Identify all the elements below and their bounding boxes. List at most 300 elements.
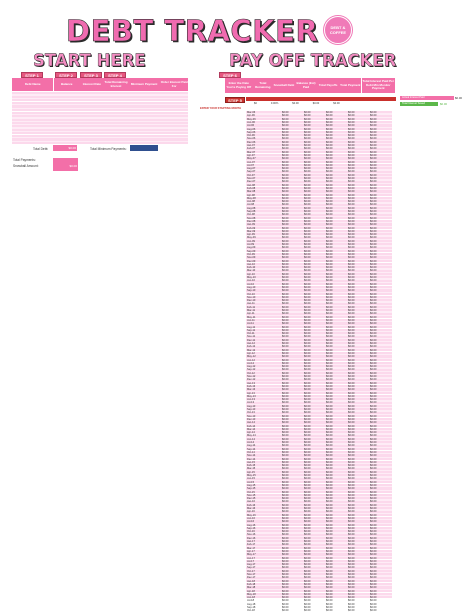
payoff-row-value: $0.00 xyxy=(282,384,289,388)
payoff-row-value: $0.00 xyxy=(370,236,377,240)
payoff-row-date: Apr-06 xyxy=(247,114,255,118)
payoff-row-value: $0.00 xyxy=(326,186,333,190)
payoff-row-value: $0.00 xyxy=(282,530,289,534)
payoff-row-date: Sep-14 xyxy=(247,447,256,451)
payoff-row-value: $0.00 xyxy=(348,186,355,190)
payoff-row-value: $0.00 xyxy=(282,421,289,425)
payoff-row-value: $0.00 xyxy=(370,454,377,458)
payoff-row-value: $0.00 xyxy=(304,200,311,204)
payoff-row-value: $0.00 xyxy=(326,371,333,375)
step-6-badge: STEP 6 xyxy=(219,72,241,78)
payoff-row-value: $0.00 xyxy=(282,114,289,118)
payoff-header-remaining: Total Remaining xyxy=(253,78,273,93)
payoff-row-date: Dec-16 xyxy=(247,536,256,540)
payoff-row-date: Aug-18 xyxy=(247,602,256,606)
payoff-row-value: $0.00 xyxy=(282,137,289,141)
payoff-row-value: $0.00 xyxy=(348,573,355,576)
payoff-row-value: $0.00 xyxy=(326,163,333,167)
payoff-row-value: $0.00 xyxy=(326,249,333,253)
payoff-row-value: $0.00 xyxy=(348,292,355,296)
payoff-row-value: $0.00 xyxy=(304,130,311,134)
payoff-row-value: $0.00 xyxy=(348,497,355,501)
payoff-row-value: $0.00 xyxy=(370,345,377,349)
payoff-row-value: $0.00 xyxy=(282,223,289,227)
payoff-row-value: $0.00 xyxy=(348,114,355,118)
rate-row-cell: 0.00% xyxy=(270,102,279,105)
payoff-row-date: Dec-11 xyxy=(247,338,256,342)
payoff-row-value: $0.00 xyxy=(348,325,355,329)
payoff-row-value: $0.00 xyxy=(348,404,355,408)
payoff-row-value: $0.00 xyxy=(348,530,355,534)
logo-badge: DEBT & COFFEE xyxy=(324,16,352,44)
payoff-row-value: $0.00 xyxy=(370,480,377,484)
payoff-row-value: $0.00 xyxy=(326,355,333,359)
payoff-row-date: Sep-11 xyxy=(247,328,256,332)
payoff-row-value: $0.00 xyxy=(370,606,377,609)
payoff-row-value: $0.00 xyxy=(348,586,355,590)
payoff-row-value: $0.00 xyxy=(326,190,333,194)
payoff-row-value: $0.00 xyxy=(304,299,311,303)
payoff-row-value: $0.00 xyxy=(326,454,333,458)
payoff-row[interactable] xyxy=(246,609,392,612)
payoff-row-date: Nov-10 xyxy=(247,295,256,299)
payoff-row-value: $0.00 xyxy=(348,170,355,174)
payoff-row-date: Oct-12 xyxy=(247,371,255,375)
payoff-row-value: $0.00 xyxy=(304,444,311,448)
payoff-row-value: $0.00 xyxy=(348,137,355,141)
payoff-row-value: $0.00 xyxy=(304,203,311,207)
payoff-row-value: $0.00 xyxy=(304,427,311,431)
payoff-row-value: $0.00 xyxy=(370,282,377,286)
payoff-row-value: $0.00 xyxy=(370,533,377,537)
rate-row-cell: $0.00 xyxy=(292,102,299,105)
payoff-row-value: $0.00 xyxy=(326,309,333,312)
payoff-row-value: $0.00 xyxy=(326,276,333,279)
payoff-row-value: $0.00 xyxy=(348,338,355,342)
payoff-row-value: $0.00 xyxy=(326,111,333,114)
payoff-row-value: $0.00 xyxy=(326,210,333,213)
payoff-row-value: $0.00 xyxy=(348,563,355,567)
payoff-row-value: $0.00 xyxy=(326,365,333,369)
payoff-row-value: $0.00 xyxy=(304,411,311,415)
payoff-row-value: $0.00 xyxy=(348,348,355,352)
payoff-row-date: Apr-11 xyxy=(247,312,255,316)
payoff-row-value: $0.00 xyxy=(370,120,377,124)
header-minimum-payment: Minimum Payment xyxy=(128,78,160,91)
payoff-row-value: $0.00 xyxy=(326,464,333,468)
payoff-row-value: $0.00 xyxy=(370,408,377,411)
payoff-row-value: $0.00 xyxy=(326,203,333,207)
payoff-row-value: $0.00 xyxy=(348,163,355,167)
payoff-row-value: $0.00 xyxy=(348,480,355,484)
payoff-row-value: $0.00 xyxy=(304,163,311,167)
payoff-row-value: $0.00 xyxy=(304,434,311,438)
payoff-row-value: $0.00 xyxy=(282,434,289,438)
payoff-row-value: $0.00 xyxy=(348,365,355,369)
payoff-row-value: $0.00 xyxy=(370,576,377,580)
payoff-row-value: $0.00 xyxy=(348,526,355,530)
payoff-row-date: Dec-14 xyxy=(247,457,256,461)
payoff-row-date: Sep-16 xyxy=(247,526,256,530)
payoff-row-value: $0.00 xyxy=(326,229,333,233)
payoff-row-value: $0.00 xyxy=(348,371,355,375)
payoff-row-value: $0.00 xyxy=(370,444,377,448)
start-here-title: START HERE xyxy=(33,51,146,70)
payoff-row-value: $0.00 xyxy=(348,150,355,154)
payoff-row-value: $0.00 xyxy=(326,173,333,177)
payoff-row-value: $0.00 xyxy=(370,196,377,200)
payoff-row-value: $0.00 xyxy=(282,424,289,428)
payoff-row-value: $0.00 xyxy=(282,559,289,563)
payoff-row-value: $0.00 xyxy=(326,474,333,477)
payoff-row-value: $0.00 xyxy=(304,137,311,141)
payoff-row-value: $0.00 xyxy=(348,130,355,134)
payoff-row-date: Dec-09 xyxy=(247,259,256,263)
payoff-row-value: $0.00 xyxy=(282,249,289,253)
payoff-row-date: Jun-07 xyxy=(247,160,255,164)
payoff-row-value: $0.00 xyxy=(370,335,377,339)
payoff-row-value: $0.00 xyxy=(348,579,355,583)
payoff-row-value: $0.00 xyxy=(282,401,289,405)
payoff-row-value: $0.00 xyxy=(348,523,355,527)
payoff-row-value: $0.00 xyxy=(282,388,289,392)
payoff-row-value: $0.00 xyxy=(370,540,377,543)
payoff-row-value: $0.00 xyxy=(348,437,355,441)
payoff-row-value: $0.00 xyxy=(348,210,355,213)
payoff-row-value: $0.00 xyxy=(282,236,289,240)
payoff-row-value: $0.00 xyxy=(282,596,289,600)
rate-row-cell: $0.00 xyxy=(333,102,340,105)
payoff-row-value: $0.00 xyxy=(304,153,311,157)
payoff-row-value: $0.00 xyxy=(304,279,311,283)
payoff-row-value: $0.00 xyxy=(348,259,355,263)
payoff-row-value: $0.00 xyxy=(348,289,355,293)
payoff-row-value: $0.00 xyxy=(326,497,333,501)
payoff-row-value: $0.00 xyxy=(304,219,311,223)
payoff-row-value: $0.00 xyxy=(326,219,333,223)
payoff-row-value: $0.00 xyxy=(370,556,377,560)
payoff-row-value: $0.00 xyxy=(326,328,333,332)
payoff-row-value: $0.00 xyxy=(304,276,311,279)
payoff-row-value: $0.00 xyxy=(370,351,377,355)
payoff-row-value: $0.00 xyxy=(370,414,377,418)
payoff-row-date: May-16 xyxy=(247,513,256,517)
payoff-row-date: Dec-08 xyxy=(247,219,256,223)
payoff-row-value: $0.00 xyxy=(282,464,289,468)
total-interest-saved-label: Total Interest Saved xyxy=(400,102,438,106)
payoff-row-value: $0.00 xyxy=(326,335,333,339)
payoff-row-value: $0.00 xyxy=(370,173,377,177)
payoff-row-value: $0.00 xyxy=(326,315,333,319)
payoff-row-value: $0.00 xyxy=(348,609,355,613)
payoff-row-value: $0.00 xyxy=(304,454,311,458)
payoff-row-value: $0.00 xyxy=(282,190,289,194)
payoff-row-value: $0.00 xyxy=(348,378,355,382)
payoff-row-date: Dec-17 xyxy=(247,576,256,580)
payoff-row-value: $0.00 xyxy=(370,130,377,134)
payoff-row-value: $0.00 xyxy=(370,246,377,250)
payoff-row-value: $0.00 xyxy=(370,243,377,246)
payoff-row-value: $0.00 xyxy=(370,272,377,276)
payoff-row-value: $0.00 xyxy=(348,559,355,563)
payoff-row-value: $0.00 xyxy=(304,147,311,151)
payoff-row-date: Nov-14 xyxy=(247,454,256,458)
payoff-row-value: $0.00 xyxy=(370,295,377,299)
payoff-row-value: $0.00 xyxy=(282,282,289,286)
payoff-row-value: $0.00 xyxy=(282,226,289,230)
payoff-row-value: $0.00 xyxy=(282,533,289,537)
payoff-row-value: $0.00 xyxy=(370,180,377,184)
payoff-row-value: $0.00 xyxy=(348,441,355,444)
payoff-row-value: $0.00 xyxy=(348,144,355,147)
payoff-row-value: $0.00 xyxy=(304,210,311,213)
payoff-row-value: $0.00 xyxy=(326,404,333,408)
payoff-row-value: $0.00 xyxy=(282,130,289,134)
payoff-row-value: $0.00 xyxy=(304,295,311,299)
payoff-row-value: $0.00 xyxy=(304,348,311,352)
payoff-row-value: $0.00 xyxy=(304,256,311,260)
payoff-row-value: $0.00 xyxy=(348,216,355,220)
payoff-row-value: $0.00 xyxy=(282,437,289,441)
snowball-value[interactable]: $0.00 xyxy=(53,158,78,171)
payoff-row-value: $0.00 xyxy=(326,599,333,603)
payoff-row-value: $0.00 xyxy=(304,206,311,210)
payoff-row-value: $0.00 xyxy=(282,510,289,514)
payoff-row-value: $0.00 xyxy=(282,180,289,184)
payoff-row-value: $0.00 xyxy=(304,450,311,454)
start-table-rows[interactable] xyxy=(12,92,188,144)
payoff-row-value: $0.00 xyxy=(282,513,289,517)
payoff-row-value: $0.00 xyxy=(348,328,355,332)
payoff-row-value: $0.00 xyxy=(326,193,333,197)
payoff-row-value: $0.00 xyxy=(326,239,333,243)
payoff-row-value: $0.00 xyxy=(370,497,377,501)
payoff-row-value: $0.00 xyxy=(326,500,333,504)
actual-interest-label: Actual Interest Paid xyxy=(400,96,454,100)
payoff-row-value: $0.00 xyxy=(370,332,377,336)
payoff-row-value: $0.00 xyxy=(370,371,377,375)
payoff-row-date: Apr-07 xyxy=(247,153,255,157)
payoff-row-value: $0.00 xyxy=(282,398,289,402)
payoff-row-value: $0.00 xyxy=(282,536,289,540)
payoff-row-value: $0.00 xyxy=(304,536,311,540)
payoff-row-value: $0.00 xyxy=(304,368,311,372)
payoff-row-value: $0.00 xyxy=(326,526,333,530)
payoff-row-value: $0.00 xyxy=(326,576,333,580)
payoff-row-value: $0.00 xyxy=(326,447,333,451)
payoff-row-date: Jan-18 xyxy=(247,579,255,583)
payoff-row-date: Aug-07 xyxy=(247,167,256,171)
payoff-row-value: $0.00 xyxy=(304,384,311,388)
payoff-row-value: $0.00 xyxy=(370,200,377,204)
payoff-row-value: $0.00 xyxy=(370,144,377,147)
payoff-row-date: Jul-16 xyxy=(247,520,255,524)
payoff-row-value: $0.00 xyxy=(348,223,355,227)
payoff-row-date: Jul-13 xyxy=(247,401,255,405)
payoff-row-value: $0.00 xyxy=(326,450,333,454)
payoff-row-value: $0.00 xyxy=(326,170,333,174)
payoff-row-value: $0.00 xyxy=(304,500,311,504)
payoff-row-date: Jun-11 xyxy=(247,318,255,322)
payoff-row-value: $0.00 xyxy=(348,233,355,237)
payoff-row-value: $0.00 xyxy=(370,163,377,167)
payoff-row-value: $0.00 xyxy=(370,348,377,352)
payoff-row-value: $0.00 xyxy=(370,549,377,553)
payoff-row-value: $0.00 xyxy=(348,111,355,114)
payoff-row-value: $0.00 xyxy=(370,474,377,477)
payoff-row-value: $0.00 xyxy=(348,398,355,402)
payoff-row-value: $0.00 xyxy=(282,140,289,144)
payoff-row-date: Jun-10 xyxy=(247,279,255,283)
payoff-row-value: $0.00 xyxy=(348,190,355,194)
payoff-row-value: $0.00 xyxy=(348,375,355,378)
payoff-row-value: $0.00 xyxy=(282,394,289,398)
payoff-row-value: $0.00 xyxy=(282,170,289,174)
payoff-row-value: $0.00 xyxy=(282,210,289,213)
payoff-row-value: $0.00 xyxy=(370,609,377,613)
payoff-row-value: $0.00 xyxy=(282,457,289,461)
payoff-row-date: May-11 xyxy=(247,315,256,319)
payoff-row-value: $0.00 xyxy=(304,355,311,359)
payoff-row-date: Jan-10 xyxy=(247,262,255,266)
payoff-row-value: $0.00 xyxy=(370,388,377,392)
payoff-row-value: $0.00 xyxy=(326,602,333,606)
payoff-row-value: $0.00 xyxy=(326,569,333,573)
payoff-row-value: $0.00 xyxy=(348,417,355,421)
payoff-row-value: $0.00 xyxy=(282,345,289,349)
payoff-row-value: $0.00 xyxy=(304,493,311,497)
payoff-row-date: Apr-08 xyxy=(247,193,255,197)
payoff-row-value: $0.00 xyxy=(370,483,377,487)
payoff-row-value: $0.00 xyxy=(348,295,355,299)
payoff-row-date: Sep-08 xyxy=(247,210,256,213)
payoff-row-date: Dec-15 xyxy=(247,497,256,501)
payoff-row-value: $0.00 xyxy=(326,414,333,418)
payoff-row-value: $0.00 xyxy=(282,332,289,336)
step-1-badge: STEP 1 xyxy=(21,72,43,78)
payoff-header-snowball: Snowball Debt xyxy=(273,78,295,93)
payoff-row-value: $0.00 xyxy=(304,513,311,517)
step-3-badge: STEP 3 xyxy=(80,72,102,78)
payoff-row-value: $0.00 xyxy=(304,325,311,329)
payoff-row-value: $0.00 xyxy=(326,408,333,411)
payoff-row-date: Oct-15 xyxy=(247,490,255,494)
payoff-row-value: $0.00 xyxy=(304,569,311,573)
payoff-row-value: $0.00 xyxy=(282,117,289,121)
payoff-row-value: $0.00 xyxy=(282,526,289,530)
payoff-row-value: $0.00 xyxy=(282,173,289,177)
payoff-row-value: $0.00 xyxy=(348,193,355,197)
payoff-row-date: Jan-11 xyxy=(247,302,255,306)
enter-starting-month-label: ENTER YOUR STARTING MONTH xyxy=(200,107,241,110)
payoff-row-value: $0.00 xyxy=(348,384,355,388)
payoff-row-value: $0.00 xyxy=(304,173,311,177)
payoff-row-value: $0.00 xyxy=(282,256,289,260)
payoff-row-date: May-18 xyxy=(247,592,256,596)
payoff-row-value: $0.00 xyxy=(304,533,311,537)
payoff-row-date: Aug-10 xyxy=(247,285,256,289)
payoff-row-value: $0.00 xyxy=(370,513,377,517)
payoff-row-value: $0.00 xyxy=(304,332,311,336)
payoff-row-value: $0.00 xyxy=(326,318,333,322)
payoff-row-value: $0.00 xyxy=(370,421,377,425)
payoff-row-value: $0.00 xyxy=(348,606,355,609)
payoff-row-date: Oct-08 xyxy=(247,213,255,217)
payoff-row-value: $0.00 xyxy=(282,269,289,273)
payoff-row-value: $0.00 xyxy=(282,431,289,435)
payoff-row-value: $0.00 xyxy=(348,467,355,471)
payoff-row-value: $0.00 xyxy=(326,582,333,586)
payoff-row-value: $0.00 xyxy=(348,513,355,517)
payoff-row-value: $0.00 xyxy=(304,497,311,501)
payoff-row-value: $0.00 xyxy=(326,540,333,543)
payoff-row-value: $0.00 xyxy=(348,536,355,540)
payoff-row-value: $0.00 xyxy=(282,196,289,200)
payoff-row-value: $0.00 xyxy=(348,200,355,204)
payoff-row-value: $0.00 xyxy=(326,289,333,293)
payoff-row-value: $0.00 xyxy=(282,543,289,547)
payoff-row-value: $0.00 xyxy=(304,269,311,273)
payoff-row-date: Jun-18 xyxy=(247,596,255,600)
payoff-row-value: $0.00 xyxy=(304,457,311,461)
payoff-row-value: $0.00 xyxy=(282,477,289,481)
step-5-bar xyxy=(246,97,396,101)
header-order: Order Interest Paid For xyxy=(160,78,188,91)
payoff-row-value: $0.00 xyxy=(304,592,311,596)
payoff-row-value: $0.00 xyxy=(326,140,333,144)
payoff-row-value: $0.00 xyxy=(370,404,377,408)
payoff-row-value: $0.00 xyxy=(326,134,333,138)
payoff-row-date: Jun-17 xyxy=(247,556,255,560)
payoff-row-value: $0.00 xyxy=(326,226,333,230)
payoff-row-value: $0.00 xyxy=(370,305,377,309)
payoff-row-value: $0.00 xyxy=(370,252,377,256)
payoff-row-date: Aug-06 xyxy=(247,127,256,131)
payoff-row-value: $0.00 xyxy=(348,431,355,435)
payoff-row-value: $0.00 xyxy=(348,196,355,200)
payoff-row-value: $0.00 xyxy=(326,223,333,227)
payoff-row-value: $0.00 xyxy=(326,114,333,118)
payoff-row-value: $0.00 xyxy=(304,180,311,184)
payoff-row-date: May-15 xyxy=(247,474,256,477)
payoff-row-value: $0.00 xyxy=(326,236,333,240)
payoff-row-value: $0.00 xyxy=(370,437,377,441)
payoff-row-value: $0.00 xyxy=(348,266,355,270)
payoff-row-value: $0.00 xyxy=(348,447,355,451)
payoff-row-value: $0.00 xyxy=(370,167,377,171)
payoff-row-value: $0.00 xyxy=(348,157,355,161)
start-table-header xyxy=(12,78,188,91)
payoff-row-value: $0.00 xyxy=(326,441,333,444)
payoff-header-payoffs: Total Payoffs xyxy=(317,78,339,93)
payoff-row-value: $0.00 xyxy=(304,553,311,557)
payoff-row-date: Feb-11 xyxy=(247,305,256,309)
payoff-row-value: $0.00 xyxy=(304,477,311,481)
payoff-row-value: $0.00 xyxy=(370,411,377,415)
payoff-row-value: $0.00 xyxy=(282,266,289,270)
payoff-row-value: $0.00 xyxy=(282,150,289,154)
payoff-row-value: $0.00 xyxy=(304,408,311,411)
payoff-row-value: $0.00 xyxy=(304,233,311,237)
payoff-row-value: $0.00 xyxy=(348,569,355,573)
payoff-row-value: $0.00 xyxy=(282,391,289,395)
payoff-row-value: $0.00 xyxy=(370,441,377,444)
payoff-row-value: $0.00 xyxy=(282,144,289,147)
payoff-row-date: Mar-10 xyxy=(247,269,256,273)
payoff-row-value: $0.00 xyxy=(348,252,355,256)
payoff-row-value: $0.00 xyxy=(282,259,289,263)
payoff-row-date: Aug-09 xyxy=(247,246,256,250)
